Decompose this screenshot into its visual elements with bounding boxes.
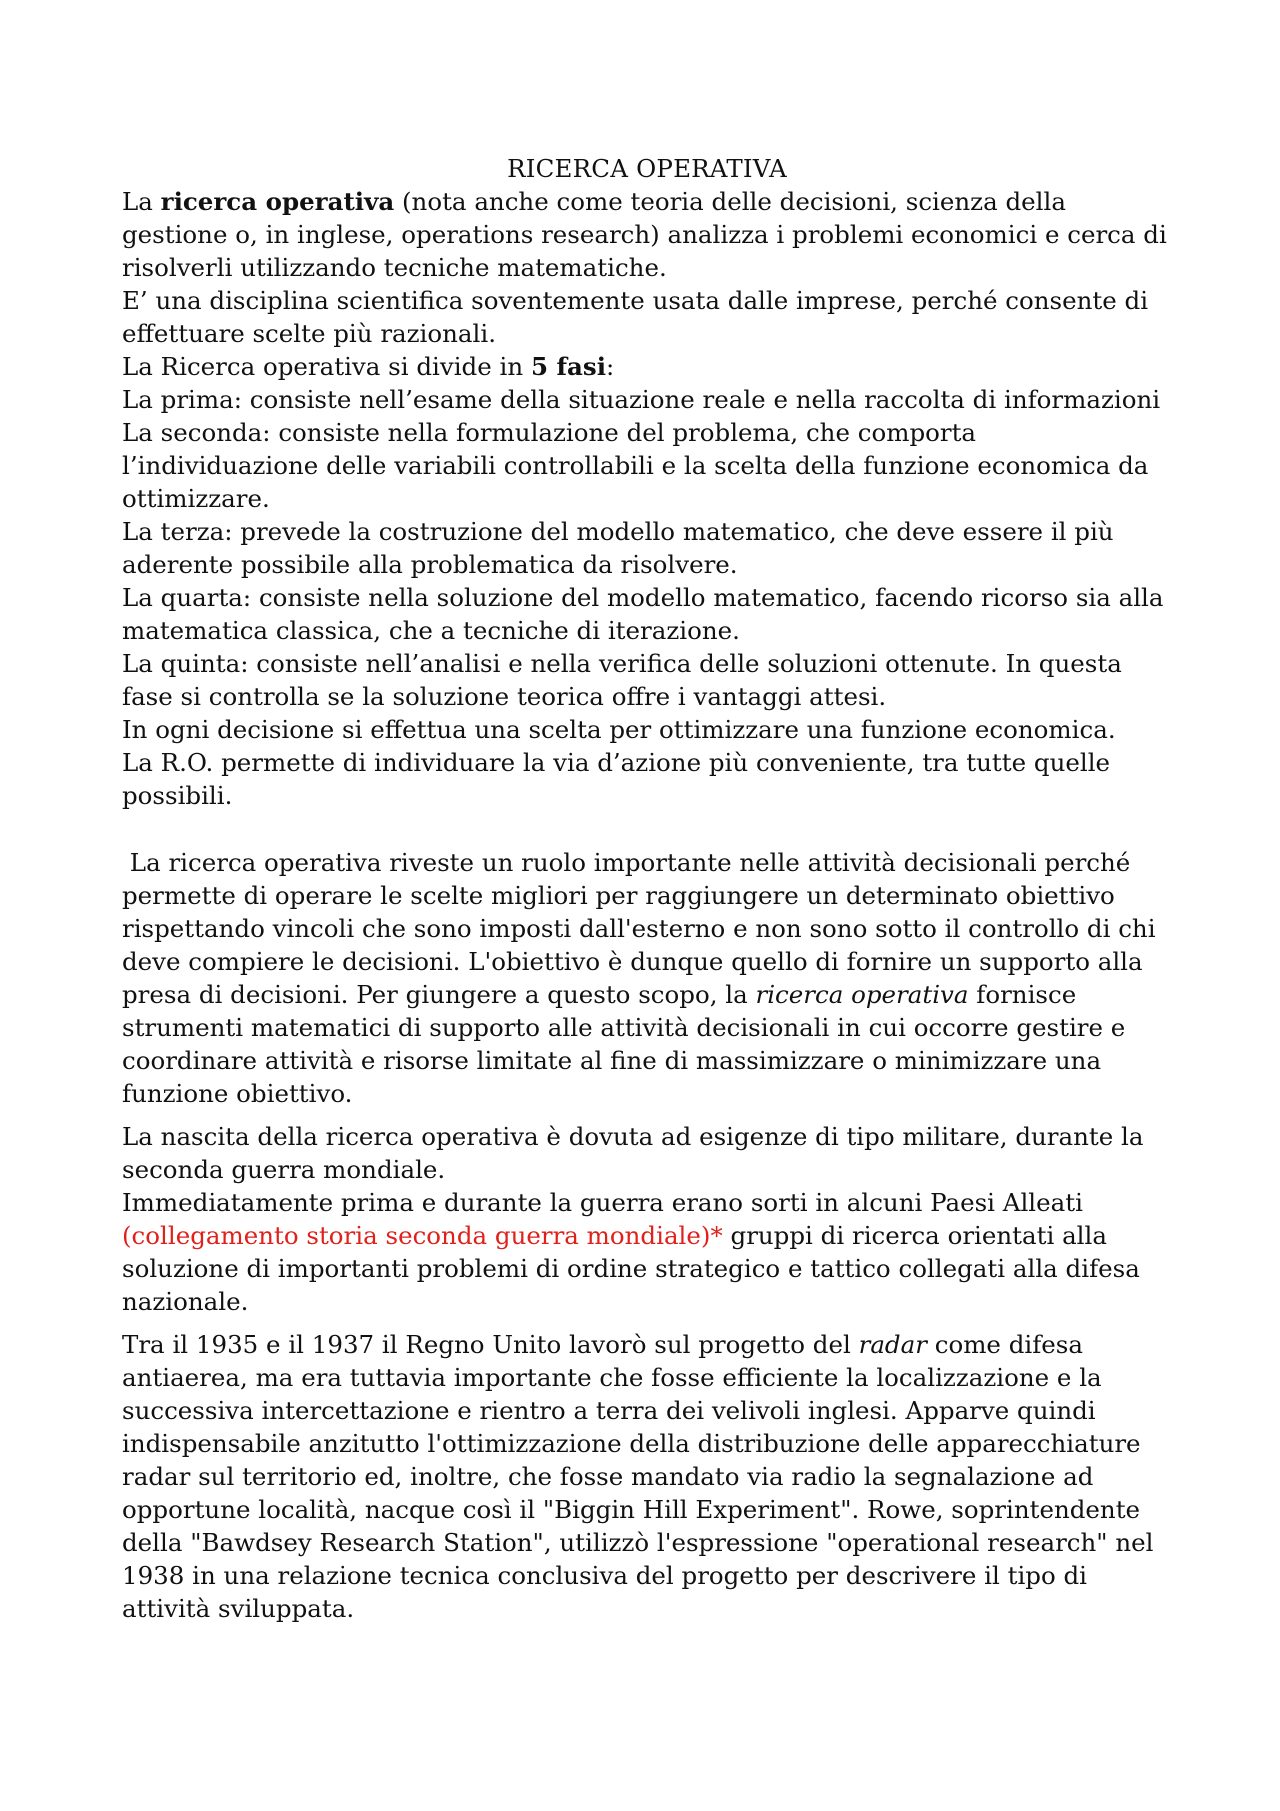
phases-intro-end: : <box>606 352 615 381</box>
role-part2: fornisce strumenti matematici di supporto alle attività decisionali in cui occorre gestire e coordinare attività e risorse limitate al fine di massimizzare o minimizzare una funzione obiettivo. <box>122 980 1126 1108</box>
phase-fifth: La quinta: consiste nell’analisi e nella verifica delle soluzioni ottenute. In questa fase si controlla se la soluzione teorica offre i vantaggi attesi. <box>122 649 1122 711</box>
phase-first: La prima: consiste nell’esame della situazione reale e nella raccolta di informazioni <box>122 385 1161 414</box>
birth-paragraph: La nascita della ricerca operativa è dovuta ad esigenze di tipo militare, durante la seconda guerra mondiale. <box>122 1122 1144 1184</box>
spacer <box>122 1110 1172 1120</box>
ro-paragraph: La R.O. permette di individuare la via d’azione più conveniente, tra tutte quelle possibili. <box>122 748 1111 810</box>
role-italic: ricerca operativa <box>755 980 969 1009</box>
phases-count: 5 fasi <box>530 352 607 381</box>
document-title: RICERCA OPERATIVA <box>507 154 787 183</box>
radar-part2: come difesa antiaerea, ma era tuttavia importante che fosse efficiente la localizzazione e la successiva intercettazione e rientro a terra dei velivoli inglesi. Apparve quindi indispensabile anzitutto l'ottimizzazione della distribuzione delle apparecchiature radar sul territorio ed, inoltre, che fosse mandato via radio la segnalazione ad opportune località, nacque così il "Biggin Hill Experiment". Rowe, soprintendente della "Bawdsey Research Station", utilizzò l'espressione "operational research" nel 1938 in una relazione tecnica conclusiva del progetto per descrivere il tipo di attività sviluppata. <box>122 1330 1154 1623</box>
allies-part1: Immediatamente prima e durante la guerra erano sorti in alcuni Paesi Alleati <box>122 1188 1083 1217</box>
radar-part1: Tra il 1935 e il 1937 il Regno Unito lavorò sul progetto del <box>122 1330 859 1359</box>
phases-intro-lead: La Ricerca operativa si divide in <box>122 352 531 381</box>
phase-second: La seconda: consiste nella formulazione del problema, che comporta l’individuazione delle variabili controllabili e la scelta della funzione economica da ottimizzare. <box>122 418 1149 513</box>
radar-paragraph <box>122 1328 1172 1625</box>
role-part1: La ricerca operativa riveste un ruolo importante nelle attività decisionali perché permette di operare le scelte migliori per raggiungere un determinato obiettivo rispettando vincoli che sono imposti dall'esterno e non sono sotto il controllo di chi deve compiere le decisioni. L'obiettivo è dunque quello di fornire un supporto alla presa di decisioni. Per giungere a questo scopo, la <box>122 848 1164 1009</box>
allies-part2: gruppi di ricerca orientati alla soluzione di importanti problemi di ordine strategico e tattico collegati alla difesa nazionale. <box>122 1221 1140 1316</box>
spacer <box>122 812 1172 846</box>
radar-italic: radar <box>858 1330 927 1359</box>
phases-intro <box>122 350 1172 383</box>
intro-lead: La <box>122 187 161 216</box>
role-paragraph <box>122 846 1172 1110</box>
spacer <box>122 1318 1172 1328</box>
phase-fourth: La quarta: consiste nella soluzione del modello matematico, facendo ricorso sia alla matematica classica, che a tecniche di iterazione. <box>122 583 1164 645</box>
intro-rest: (nota anche come teoria delle decisioni, scienza della gestione o, in inglese, operations research) analizza i problemi economici e cerca di risolverli utilizzando tecniche matematiche. <box>122 187 1167 282</box>
discipline-paragraph: E’ una disciplina scientifica soventemente usata dalle imprese, perché consente di effettuare scelte più razionali. <box>122 286 1149 348</box>
decision-paragraph: In ogni decisione si effettua una scelta per ottimizzare una funzione economica. <box>122 715 1116 744</box>
allies-paragraph <box>122 1186 1172 1318</box>
intro-term: ricerca operativa <box>160 187 395 216</box>
history-link[interactable]: (collegamento storia seconda guerra mondiale)* <box>122 1221 723 1250</box>
document-page <box>122 152 1172 1625</box>
intro-paragraph <box>122 185 1172 284</box>
phase-third: La terza: prevede la costruzione del modello matematico, che deve essere il più aderente possibile alla problematica da risolvere. <box>122 517 1114 579</box>
